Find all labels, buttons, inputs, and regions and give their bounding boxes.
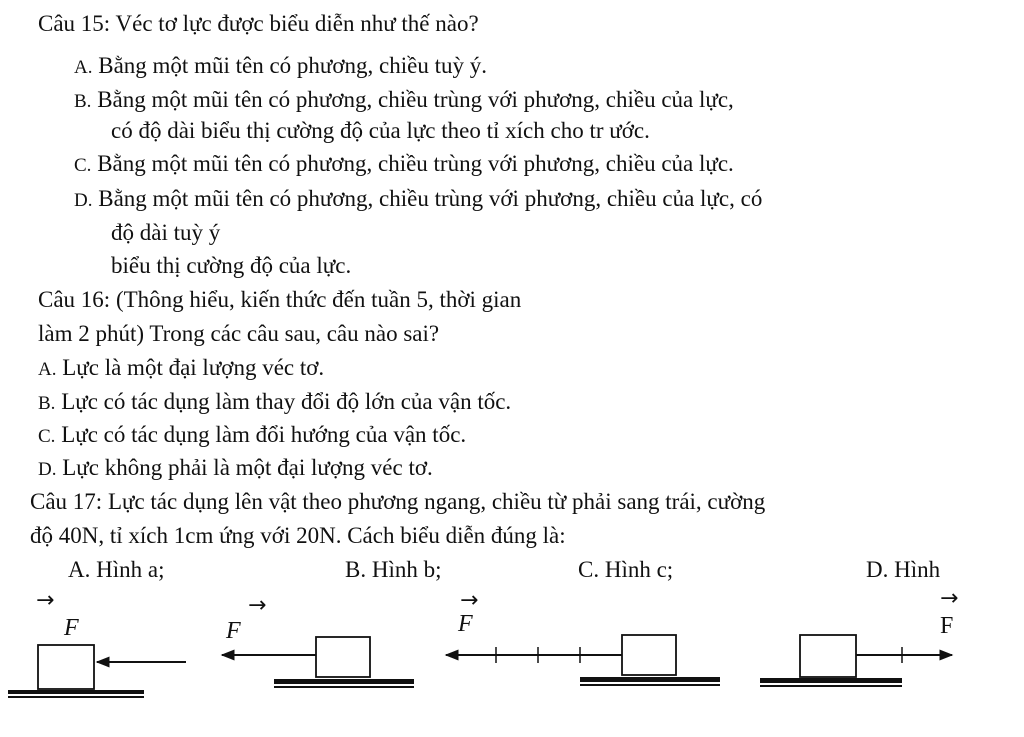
q16-option-a-text: Lực là một đại lượng véc tơ. [62,355,325,380]
figure-d [760,586,958,687]
q16-option-a-letter: A. [38,359,57,380]
q17-option-c: C. Hình c; [578,557,674,582]
q17-option-a: A. Hình a; [68,557,165,582]
figure-d-block [800,635,856,677]
q15-option-b-letter: B. [74,91,92,112]
q17-question-line2: độ 40N, tỉ xích 1cm ứng với 20N. Cách biểu diễn đúng là: [30,523,566,548]
q15-option-c-letter: C. [74,155,92,176]
q16-option-c-letter: C. [38,426,56,447]
figure-d-ground [760,678,902,683]
figure-d-force-label: F [940,613,954,639]
figure-d-ground-line [760,685,902,687]
q16-option-c-text: Lực có tác dụng làm đổi hướng của vận tốc. [61,422,467,447]
q17-option-b: B. Hình b; [345,557,442,582]
q16-question-line2: làm 2 phút) Trong các câu sau, câu nào sai? [38,321,440,346]
q15-option-a-letter: A. [74,57,93,78]
q17-option-d: D. Hình [866,557,941,582]
q16-question-line1: Câu 16: (Thông hiểu, kiến thức đến tuần 5, thời gian [38,287,522,312]
figure-c-ground-line [580,684,720,686]
figure-b [222,593,414,688]
q15-option-b-text-line1: Bằng một mũi tên có phương, chiều trùng với phương, chiều của lực, [97,87,734,112]
q16-option-b [38,388,511,418]
q16-option-b-text: Lực có tác dụng làm thay đổi độ lớn của vận tốc. [61,389,512,414]
figure-b-ground-line [274,686,414,688]
figure-c-block [622,635,676,675]
q15-question: Câu 15: Véc tơ lực được biểu diễn như thế nào? [38,11,479,36]
figure-a-ground-line [8,696,144,698]
figure-b-block [316,637,370,677]
figure-d-vector-arrow: → [940,586,959,611]
figure-b-ground [274,679,414,684]
figure-c-ground [580,677,720,682]
figure-a-block [38,645,94,689]
q15-option-d [74,185,762,215]
figure-a-ground [8,690,144,694]
figure-c [446,588,720,686]
figure-b-vector-arrow: → [248,593,267,618]
q15-option-b [74,86,734,116]
q15-option-c-text: Bằng một mũi tên có phương, chiều trùng với phương, chiều của lực. [97,151,734,176]
q15-option-d-text-line1: Bằng một mũi tên có phương, chiều trùng với phương, chiều của lực, có [98,186,763,211]
q15-option-d-text-line3: biểu thị cường độ của lực. [111,253,352,278]
q15-option-c [74,150,734,180]
q16-option-c [38,421,466,451]
figure-c-vector-arrow: → [460,588,479,613]
q16-option-d-letter: D. [38,459,57,480]
q16-option-b-letter: B. [38,393,56,414]
q15-option-b-text-line2: có độ dài biểu thị cường độ của lực theo tỉ xích cho tr ước. [111,118,650,143]
q16-option-d-text: Lực không phải là một đại lượng véc tơ. [62,455,433,480]
q15-option-d-text-line2: độ dài tuỳ ý [111,220,221,245]
figure-c-force-label: F [458,611,473,637]
figure-a-force-label: F [64,615,79,641]
q15-option-a-text: Bằng một mũi tên có phương, chiều tuỳ ý. [98,53,487,78]
figure-b-force-label: F [226,618,241,644]
q15-option-a [74,52,487,82]
q17-question-line1: Câu 17: Lực tác dụng lên vật theo phương ngang, chiều từ phải sang trái, cường [30,489,766,514]
q16-option-d [38,454,433,484]
figure-a [8,588,186,698]
q15-option-d-letter: D. [74,190,93,211]
q16-option-a [38,354,324,384]
force-figures [0,585,1024,737]
figure-a-vector-arrow: → [36,588,55,613]
